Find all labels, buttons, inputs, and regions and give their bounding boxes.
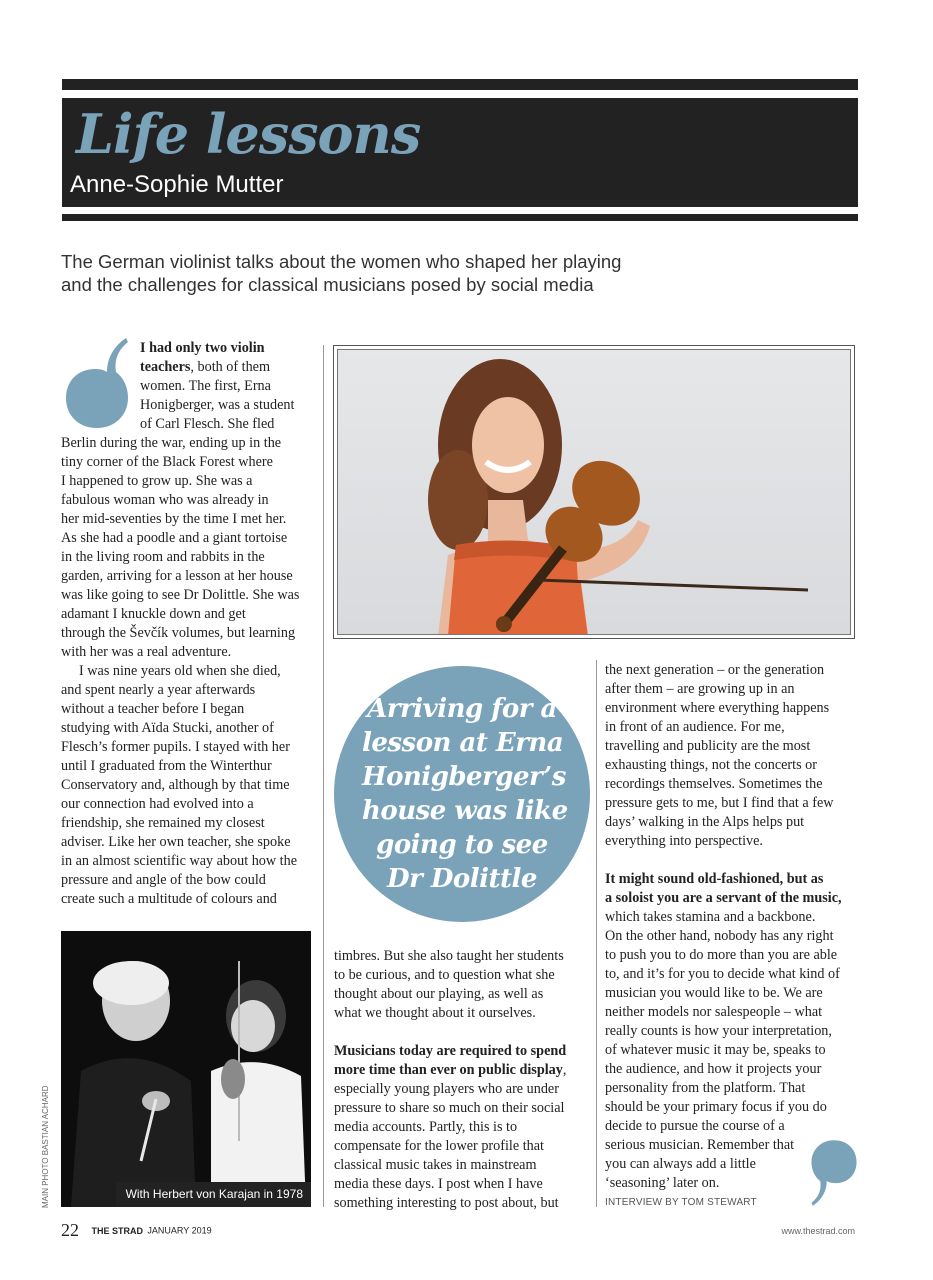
- lead-bold: I had only two violin: [140, 340, 265, 356]
- text-line: in the living room and rabbits in the: [61, 549, 265, 565]
- text-line: our connection had evolved into a: [61, 796, 254, 812]
- text-line: Honigberger, was a student: [140, 397, 295, 413]
- page-title: Life lessons: [76, 102, 421, 166]
- column-divider: [323, 345, 324, 1207]
- pull-quote-line: lesson at Erna: [362, 728, 564, 758]
- paragraph-gap: [605, 851, 860, 870]
- text-line: compensate for the lower profile that: [334, 1138, 544, 1154]
- text-line: in an almost scientific way about how the: [61, 853, 298, 869]
- text-line: of whatever music it may be, speaks to: [605, 1042, 826, 1058]
- opening-quote-icon: [64, 338, 130, 428]
- text-span: ,: [562, 1062, 567, 1078]
- text-line: [605, 889, 860, 908]
- bold-text: more time than ever on public display: [334, 1062, 563, 1078]
- text-line: media these days. I post when I have: [334, 1176, 543, 1192]
- text-line: without a teacher before I began: [61, 701, 245, 717]
- bold-text: Musicians today are required to spend: [334, 1043, 567, 1059]
- text-line: I happened to grow up. She was a: [61, 473, 253, 489]
- text-line: neither models nor salespeople – what: [605, 1004, 823, 1020]
- text-line: serious musician. Remember that: [605, 1137, 795, 1153]
- text-line: musician you would like to be. We are: [605, 985, 823, 1001]
- text-line: pressure gets to me, but I find that a few: [605, 795, 834, 811]
- closing-quote-icon: [810, 1140, 858, 1206]
- text-line: fabulous woman who was already in: [61, 492, 269, 508]
- text-line: create such a multitude of colours and: [61, 891, 277, 907]
- lead-bold: teachers: [140, 359, 191, 375]
- text-line: until I graduated from the Winterthur: [61, 758, 272, 774]
- pull-quote-line: Dr Dolittle: [387, 864, 537, 894]
- text-line: you can always add a little: [605, 1156, 756, 1172]
- text-line: [605, 870, 860, 889]
- pull-quote-line: going to see: [376, 830, 548, 860]
- text-line: environment where everything happens: [605, 700, 830, 716]
- byline: INTERVIEW BY TOM STEWART: [605, 1197, 757, 1208]
- text-line: tiny corner of the Black Forest where: [61, 454, 273, 470]
- karajan-photo: [61, 931, 311, 1207]
- text-line: thought about our playing, as well as: [334, 986, 544, 1002]
- text-line: garden, arriving for a lesson at her house: [61, 568, 293, 584]
- text-span: , both of them: [190, 359, 271, 375]
- text-line: days’ walking in the Alps helps put: [605, 814, 805, 830]
- text-line: in front of an audience. For me,: [605, 719, 785, 735]
- pull-quote-line: Honigberger’s: [362, 762, 566, 792]
- text-line: media accounts. Partly, this is to: [334, 1119, 518, 1135]
- text-line: classical music takes in mainstream: [334, 1157, 537, 1173]
- standfirst-line: The German violinist talks about the women who shaped her playing: [61, 251, 622, 272]
- column-2: [334, 947, 589, 1213]
- standfirst-line: and the challenges for classical musicians posed by social media: [61, 274, 594, 295]
- header-rule-top: [62, 79, 858, 90]
- page-number: 22: [61, 1220, 79, 1240]
- bold-text: It might sound old-fashioned, but as: [605, 871, 824, 887]
- text-line: was like going to see Dr Dolittle. She was: [61, 587, 300, 603]
- text-line: should be your primary focus if you do: [605, 1099, 827, 1115]
- column-1-body: [61, 434, 316, 909]
- photo-credit: MAIN PHOTO BASTIAN ACHARD: [41, 1085, 50, 1208]
- column-1-top: [140, 339, 315, 434]
- text-line: women. The first, Erna: [140, 378, 271, 394]
- column-3: [605, 661, 860, 1193]
- text-line: through the Ševčík volumes, but learning: [61, 625, 296, 641]
- text-line: [140, 358, 315, 377]
- text-line: Flesch’s former pupils. I stayed with her: [61, 739, 290, 755]
- text-line: which takes stamina and a backbone.: [605, 909, 816, 925]
- text-line: ‘seasoning’ later on.: [605, 1175, 720, 1191]
- text-line: the next generation – or the generation: [605, 662, 825, 678]
- text-line: exhausting things, not the concerts or: [605, 757, 817, 773]
- text-line: timbres. But she also taught her students: [334, 948, 564, 964]
- text-line: the audience, and how it projects your: [605, 1061, 822, 1077]
- text-line: adviser. Like her own teacher, she spoke: [61, 834, 291, 850]
- text-line: Conservatory and, although by that time: [61, 777, 290, 793]
- text-line: to, and it’s for you to decide what kind of: [605, 966, 840, 982]
- text-line: especially young players who are under: [334, 1081, 559, 1097]
- text-line: to be curious, and to question what she: [334, 967, 555, 983]
- text-line: pressure and angle of the bow could: [61, 872, 266, 888]
- bold-text: a soloist you are a servant of the music,: [605, 890, 842, 906]
- text-line: Berlin during the war, ending up in the: [61, 435, 282, 451]
- header-rule-bottom: [62, 214, 858, 221]
- footer-url: www.thestrad.com: [781, 1226, 855, 1236]
- column-divider: [596, 660, 597, 1207]
- portrait-illustration: [338, 350, 851, 635]
- pull-quote-line: house was like: [362, 796, 568, 826]
- text-line: friendship, she remained my closest: [61, 815, 265, 831]
- text-line: everything into perspective.: [605, 833, 763, 849]
- text-line: adamant I knuckle down and get: [61, 606, 246, 622]
- text-line: after them – are growing up in an: [605, 681, 795, 697]
- standfirst: [61, 250, 661, 296]
- text-line: of Carl Flesch. She fled: [140, 416, 275, 432]
- text-line: her mid-seventies by the time I met her.: [61, 511, 287, 527]
- text-line: something interesting to post about, but: [334, 1195, 559, 1211]
- text-line: As she had a poodle and a giant tortoise: [61, 530, 288, 546]
- pull-quote-line: Arriving for a: [367, 694, 557, 724]
- text-line: [140, 339, 315, 358]
- text-line: travelling and publicity are the most: [605, 738, 811, 754]
- text-line: [334, 1061, 589, 1080]
- text-line: and spent nearly a year afterwards: [61, 682, 256, 698]
- text-line: with her was a real adventure.: [61, 644, 232, 660]
- text-line: pressure to share so much on their social: [334, 1100, 565, 1116]
- photo-caption: With Herbert von Karajan in 1978: [116, 1182, 311, 1207]
- text-line: recordings themselves. Sometimes the: [605, 776, 823, 792]
- text-line: studying with Aïda Stucki, another of: [61, 720, 274, 736]
- main-photo: [333, 345, 855, 639]
- text-line: what we thought about it ourselves.: [334, 1005, 536, 1021]
- paragraph-gap: [334, 1023, 589, 1042]
- issue-date: JANUARY 2019: [147, 1225, 212, 1236]
- text-line: decide to pursue the course of a: [605, 1118, 785, 1134]
- text-line: really counts is how your interpretation,: [605, 1023, 832, 1039]
- main-photo-image: [337, 349, 851, 635]
- magazine-name: THE STRAD: [91, 1225, 143, 1236]
- text-line: On the other hand, nobody has any right: [605, 928, 834, 944]
- page-subtitle: Anne-Sophie Mutter: [70, 171, 284, 198]
- text-line: [334, 1042, 589, 1061]
- text-line: to push you to do more than you are able: [605, 947, 838, 963]
- text-line: personality from the platform. That: [605, 1080, 806, 1096]
- footer-folio: [61, 1220, 212, 1241]
- karajan-photo-image: [61, 931, 311, 1207]
- title-banner: [62, 98, 858, 207]
- pull-quote: [334, 666, 590, 922]
- text-line: I was nine years old when she died,: [79, 663, 281, 679]
